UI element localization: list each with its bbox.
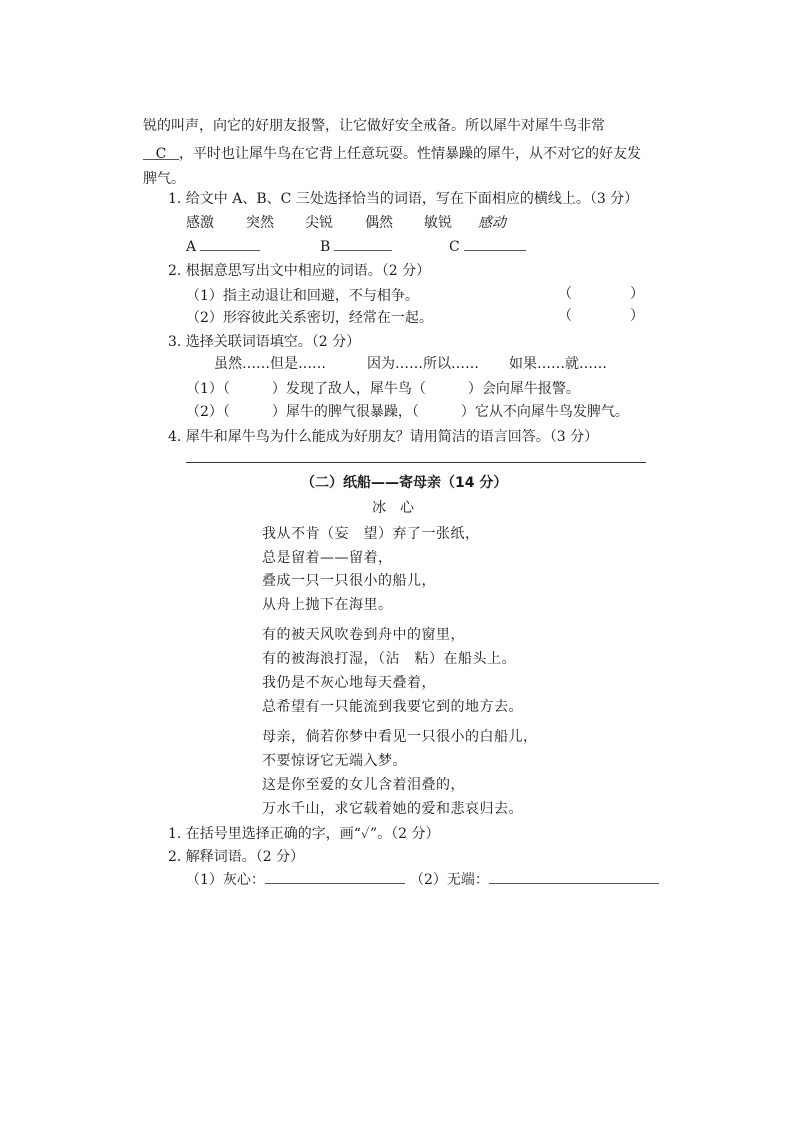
q2-paren-close: ） bbox=[630, 308, 644, 324]
passage-line-3: 脾气。 bbox=[143, 171, 185, 187]
word-option: 感激 bbox=[186, 215, 214, 231]
word-option: 突然 bbox=[246, 215, 274, 231]
blank-b-input[interactable] bbox=[334, 236, 392, 251]
poem-line: 万水千山，求它载着她的爱和悲哀归去。 bbox=[262, 801, 523, 817]
passage-line-2 bbox=[143, 145, 641, 163]
q2-paren-close: ） bbox=[630, 286, 644, 302]
blank-c-row bbox=[449, 236, 526, 256]
q2-prompt: 2. 根据意思写出文中相应的词语。（2 分） bbox=[168, 263, 431, 279]
q4-prompt: 4. 犀牛和犀牛鸟为什么能成为好朋友？请用简洁的语言回答。（3 分） bbox=[168, 429, 599, 445]
passage-line-1: 锐的叫声，向它的好朋友报警，让它做好安全戒备。所以犀牛对犀牛鸟非常 bbox=[143, 118, 605, 134]
q2-item-1: （1）指主动退让和回避，不与相争。 bbox=[186, 288, 419, 304]
blank-c-label: C bbox=[449, 239, 460, 255]
passage-line-2-text: ，平时也让犀牛鸟在它背上任意玩耍。性情暴躁的犀牛，从不对它的好友发 bbox=[179, 146, 641, 162]
q2-paren-open: （ bbox=[558, 308, 572, 324]
poem-line: 这是你至爱的女儿含着泪叠的， bbox=[262, 777, 465, 793]
q3-item-1: （1）（ ）发现了敌人，犀牛鸟（ ）会向犀牛报警。 bbox=[186, 381, 580, 397]
blank-b-label: B bbox=[320, 239, 331, 255]
s2-q2-answer-2[interactable] bbox=[489, 869, 659, 884]
poem-line: 我仍是不灰心地每天叠着， bbox=[262, 675, 436, 691]
s2-q2-item-1: （1）灰心： bbox=[186, 872, 265, 888]
poem-line: 有的被海浪打湿，（沾 粘）在船头上。 bbox=[262, 651, 516, 667]
word-option: 偶然 bbox=[365, 215, 393, 231]
s2-q1-prompt: 1. 在括号里选择正确的字，画“✓”。（2 分） bbox=[168, 826, 440, 842]
poem-line: 总是留着——留着， bbox=[262, 550, 393, 566]
s2-q2-item-2: （2）无端： bbox=[410, 872, 489, 888]
blank-a-label: A bbox=[186, 239, 197, 255]
blank-a-input[interactable] bbox=[200, 236, 260, 251]
q3-option-3: 如果……就…… bbox=[509, 356, 607, 372]
poem-line: 从舟上抛下在海里。 bbox=[262, 597, 393, 613]
q1-prompt: 1. 给文中 A、B、C 三处选择恰当的词语，写在下面相应的横线上。（3 分） bbox=[168, 191, 639, 207]
word-option: 敏锐 bbox=[424, 215, 452, 231]
q2-paren-open: （ bbox=[558, 286, 572, 302]
word-option: 感动 bbox=[478, 215, 506, 231]
poem-line: 我从不肯（妄 望）弃了一张纸， bbox=[262, 526, 480, 542]
s2-q2-item-2-row bbox=[410, 869, 659, 889]
blank-b-row bbox=[320, 236, 392, 256]
q3-option-2: 因为……所以…… bbox=[367, 356, 479, 372]
poem-author: 冰 心 bbox=[372, 500, 414, 516]
word-option: 尖锐 bbox=[305, 215, 333, 231]
q3-item-2: （2）（ ）犀牛的脾气很暴躁，（ ）它从不向犀牛鸟发脾气。 bbox=[186, 404, 629, 420]
s2-q2-prompt: 2. 解释词语。（2 分） bbox=[168, 849, 305, 865]
answer-blank-c[interactable] bbox=[143, 145, 179, 160]
poem-line: 总希望有一只能流到我要它到的地方去。 bbox=[262, 699, 523, 715]
s2-q2-item-1-row bbox=[186, 869, 405, 889]
blank-c-input[interactable] bbox=[464, 236, 526, 251]
s2-q2-answer-1[interactable] bbox=[265, 869, 405, 884]
q2-item-2: （2）形容彼此关系密切，经常在一起。 bbox=[186, 310, 433, 326]
q3-prompt: 3. 选择关联词语填空。（2 分） bbox=[168, 334, 361, 350]
poem-line: 叠成一只一只很小的船儿， bbox=[262, 573, 436, 589]
answer-line[interactable] bbox=[186, 462, 646, 463]
poem-line: 有的被天风吹卷到舟中的窗里， bbox=[262, 627, 465, 643]
handwritten-answer: C bbox=[155, 146, 167, 162]
poem-line: 不要惊讶它无端入梦。 bbox=[262, 753, 407, 769]
blank-a-row bbox=[186, 236, 260, 256]
section-title: （二）纸船——寄母亲（14 分） bbox=[301, 475, 508, 491]
q3-option-1: 虽然……但是…… bbox=[214, 356, 326, 372]
poem-line: 母亲，倘若你梦中看见一只很小的白船儿， bbox=[262, 729, 538, 745]
